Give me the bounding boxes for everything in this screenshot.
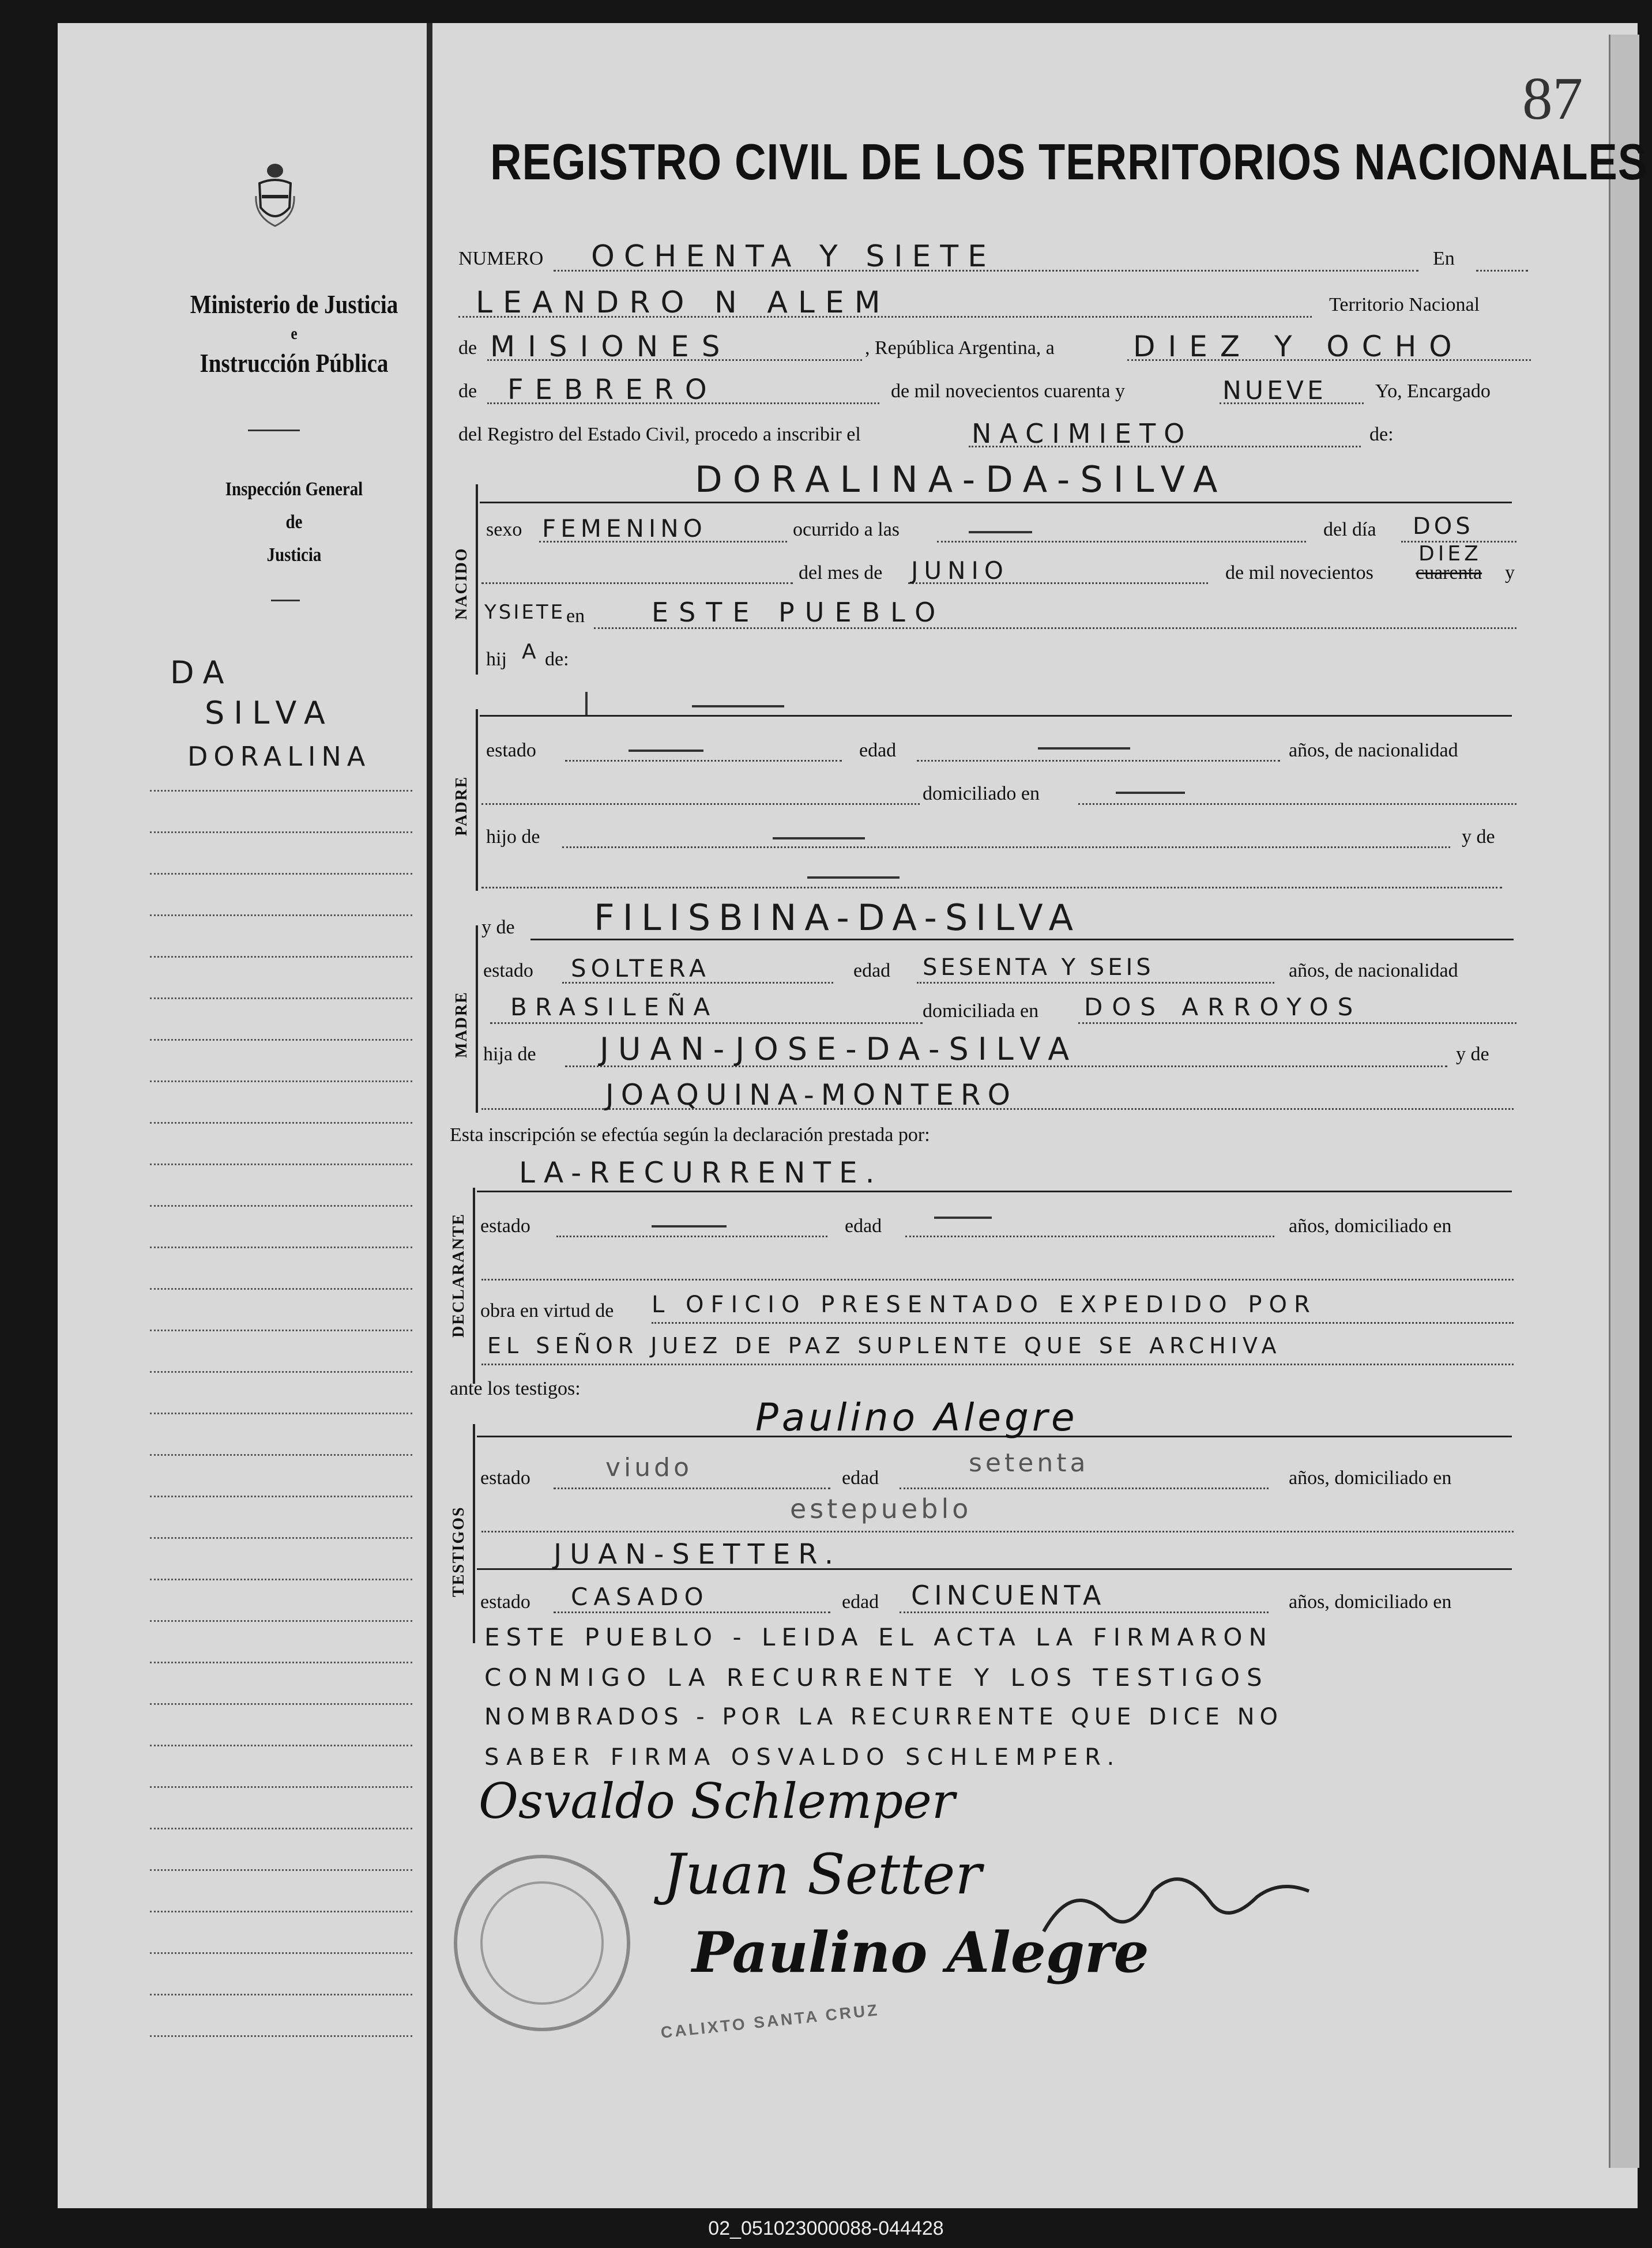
act-value: NACIMIETO [972,418,1193,449]
padre-anos-nac-label: años, de nacionalidad [1289,740,1458,761]
section-bracket [476,709,478,891]
mes-value: JUNIO [911,556,1009,585]
madre-anos-nac-label: años, de nacionalidad [1289,960,1458,981]
fill-line [917,760,1280,762]
ledger-line [150,1454,412,1457]
closing-line-2: CONMIGO LA RECURRENTE Y LOS TESTIGOS [484,1663,1269,1692]
obra-value-2: EL SEÑOR JUEZ DE PAZ SUPLENTE QUE SE ARCHIVA [487,1333,1282,1358]
ledger-line [150,1537,412,1540]
section-bracket [476,484,478,675]
sexo-label: sexo [486,519,522,540]
witness-1-name: Paulino Alegre [755,1395,1078,1440]
blank-dash [692,705,784,707]
ocurrido-label: ocurrido a las [793,519,900,540]
madre-edad-value: SESENTA Y SEIS [923,954,1154,981]
madre-domiciliada-label: domiciliada en [923,1000,1039,1022]
blank-dash [773,837,865,839]
year-label: de mil novecientos cuarenta y [891,381,1125,402]
fill-line [937,541,1306,543]
declarante-name: LA-RECURRENTE. [519,1156,883,1189]
day-value: DIEZ Y OCHO [1133,330,1465,363]
de-colon-label: de: [545,649,569,670]
madre-estado-value: SOLTERA [571,954,710,982]
madre-y-de-label: y de [481,917,515,938]
section-bracket [476,925,478,1113]
struck-cuarenta: cuarenta [1416,562,1482,583]
ministry-heading [162,285,427,382]
ledger-line [150,873,412,876]
ledger-line [150,1288,412,1291]
w2-anos-dom-label: años, domiciliado en [1289,1591,1452,1613]
padre-y-de-label: y de [1462,826,1495,848]
de-label: de [458,337,477,359]
declarante-intro: Esta inscripción se efectúa según la declaración prestada por: [450,1124,930,1146]
month-value: FEBRERO [507,374,718,406]
fill-line [900,1611,1269,1613]
ledger-line [150,914,412,917]
padre-estado-label: estado [486,740,536,761]
fill-line [1476,270,1528,272]
w2-edad-label: edad [842,1591,879,1613]
w1-estado-label: estado [480,1467,530,1489]
blank-dash [1116,792,1185,794]
w1-edad-value: setenta [969,1448,1089,1478]
w1-domicilio-value: estepueblo [790,1493,972,1524]
ministry-line-3: Instrucción Pública [200,348,389,378]
madre-hija-label: hija de [483,1044,536,1065]
testigos-intro: ante los testigos: [450,1378,581,1399]
padre-section-label: PADRE [453,775,471,836]
madre-domicilio-value: DOS ARROYOS [1084,993,1363,1021]
fill-line [917,982,1274,984]
closing-line-4: SABER FIRMA OSVALDO SCHLEMPER. [484,1744,1122,1771]
numero-label: NUMERO [458,248,544,269]
registry-seal-icon [444,1845,640,2041]
ledger-line [150,1371,412,1374]
mes-label: del mes de [799,562,883,583]
declarante-section-label: DECLARANTE [450,1213,468,1338]
declarante-edad-label: edad [845,1215,882,1237]
madre-nacionalidad-value: BRASILEÑA [510,993,718,1021]
ledger-line [150,956,412,959]
inspection-line-3: Justicia [266,544,322,566]
ledger-line [150,1869,412,1872]
name-rule [477,1191,1512,1192]
de-colon-label: de: [1369,424,1394,445]
ledger-line [150,1911,412,1914]
fill-line [554,1488,830,1489]
page-edge [1609,35,1639,2168]
blank-dash [934,1217,992,1219]
margin-surname-1: DA [170,654,234,691]
blank-dash [1038,747,1130,750]
ledger-line [150,1496,412,1498]
ledger-line [150,1579,412,1581]
mil-novecientos-label: de mil novecientos [1225,562,1373,583]
obra-label: obra en virtud de [480,1300,614,1321]
fill-line [481,1279,1514,1281]
closing-line-1: ESTE PUEBLO - LEIDA EL ACTA LA FIRMARON [484,1623,1273,1651]
signature-witness-1: Paulino Alegre [692,1920,1149,1985]
nacido-section-label: NACIDO [453,547,471,620]
closing-line-3: NOMBRADOS - POR LA RECURRENTE QUE DICE NO [484,1704,1283,1730]
ledger-line [150,1786,412,1789]
margin-surname-2: SILVA [205,695,334,731]
signature-witness-2: Juan Setter [663,1842,982,1907]
ledger-line [150,1745,412,1748]
ledger-line [150,1080,412,1083]
sexo-value: FEMENINO [542,514,707,543]
place-value: LEANDRO N ALEM [476,285,891,320]
hij-value: A [522,640,536,664]
en-label: En [1433,248,1455,269]
blank-dash [807,876,900,879]
coat-of-arms-icon [255,161,295,228]
ministry-line-2: e [291,324,298,343]
ledger-line [150,1330,412,1332]
en-label: en [566,605,585,627]
ledger-line [150,831,412,834]
ledger-line [150,1994,412,1997]
ledger-line [150,1039,412,1042]
document-title: REGISTRO CIVIL DE LOS TERRITORIOS NACIONALES [490,133,1648,190]
divider [248,430,300,431]
ledger-line [150,1205,412,1208]
padre-edad-label: edad [859,740,897,761]
name-rule [480,715,1512,717]
fill-line [481,1531,1514,1532]
ledger-line [150,1122,412,1125]
witness-2-name: JUAN-SETTER. [554,1538,842,1571]
testigos-section-label: TESTIGOS [450,1506,468,1597]
margin-given-name: DORALINA [187,741,371,772]
y-label: y [1505,562,1515,583]
blank-dash [652,1225,727,1227]
image-id: 02_051023000088-044428 [708,2217,944,2239]
territory-value: MISIONES [490,330,733,363]
blank-dash [969,531,1032,533]
ledger-line [150,1662,412,1665]
w2-estado-label: estado [480,1591,530,1613]
ledger-line [150,1247,412,1249]
w1-anos-dom-label: años, domiciliado en [1289,1467,1452,1489]
section-bracket [473,1424,475,1643]
obra-value-1: L OFICIO PRESENTADO EXPEDIDO POR [652,1291,1317,1318]
divider [271,600,300,601]
ledger-line [150,1703,412,1706]
ledger-line [150,790,412,793]
fill-line [562,846,1450,848]
fill-line [565,760,842,762]
ledger-line [150,1952,412,1955]
signature-registrar: Osvaldo Schlemper [479,1773,955,1829]
republica-label: , República Argentina, a [865,337,1055,359]
madre-name: FILISBINA-DA-SILVA [594,897,1082,939]
blank-dash [629,750,703,752]
fill-line [556,1236,827,1237]
declarante-estado-label: estado [480,1215,530,1237]
ledger-line [150,997,412,1000]
fill-line [900,1488,1269,1489]
madre-edad-label: edad [853,960,891,981]
inspection-line-2: de [285,511,303,533]
ledger-line [150,2035,412,2038]
fill-line [481,803,920,805]
numero-value: OCHENTA Y SIETE [591,239,996,274]
registro-label: del Registro del Estado Civil, procedo a inscribir el [458,424,861,445]
section-bracket [473,1188,475,1384]
fill-line [905,1236,1274,1237]
fill-line [481,1364,1514,1365]
declarante-anos-dom-label: años, domiciliado en [1289,1215,1452,1237]
correction-value: DIEZ [1418,542,1482,566]
yo-label: Yo, Encargado [1375,381,1491,402]
signature-flourish [1038,1868,1326,1949]
w1-estado-value: viudo [605,1453,693,1482]
page-number: 87 [1522,65,1583,132]
madre-section-label: MADRE [453,991,471,1058]
ministry-line-1: Ministerio de Justicia [190,289,398,319]
madre-mother-value: JOAQUINA-MONTERO [605,1078,1017,1112]
w2-estado-value: CASADO [571,1583,709,1611]
fill-line [481,887,1502,888]
name-rule [530,939,1514,940]
padre-hijo-label: hijo de [486,826,540,848]
fill-line [481,582,793,584]
fill-line [554,1611,830,1613]
ledger-line [150,1413,412,1415]
de-label-2: de [458,381,477,402]
w1-edad-label: edad [842,1467,879,1489]
stamp-text: CALIXTO SANTA CRUZ [660,2001,880,2042]
blank-mark [585,692,588,715]
name-rule [480,502,1512,503]
madre-estado-label: estado [483,960,533,981]
hij-label: hij [486,649,507,670]
ledger-line [150,1163,412,1166]
birth-place-value: ESTE PUEBLO [652,597,946,628]
year-value: NUEVE [1222,376,1327,405]
ledger-line [150,1620,412,1623]
fill-line [490,1022,923,1024]
madre-father-value: JUAN-JOSE-DA-SILVA [600,1031,1079,1067]
fill-line [1078,803,1516,805]
subject-name: DORALINA-DA-SILVA [695,458,1228,500]
ledger-line [150,1828,412,1831]
page-spine [427,23,432,2208]
inspection-heading [191,473,397,571]
fill-line [652,1322,1514,1324]
padre-domiciliado-label: domiciliado en [923,783,1040,804]
madre-y-de-label-2: y de [1456,1044,1489,1065]
dia-label: del día [1323,519,1376,540]
territorio-label: Territorio Nacional [1329,294,1480,315]
w2-edad-value: CINCUENTA [911,1580,1106,1611]
inspection-line-1: Inspección General [225,479,363,500]
fill-line [1078,1022,1516,1024]
dia-value: DOS [1413,513,1474,540]
birth-year-value: YSIETE [484,601,566,624]
